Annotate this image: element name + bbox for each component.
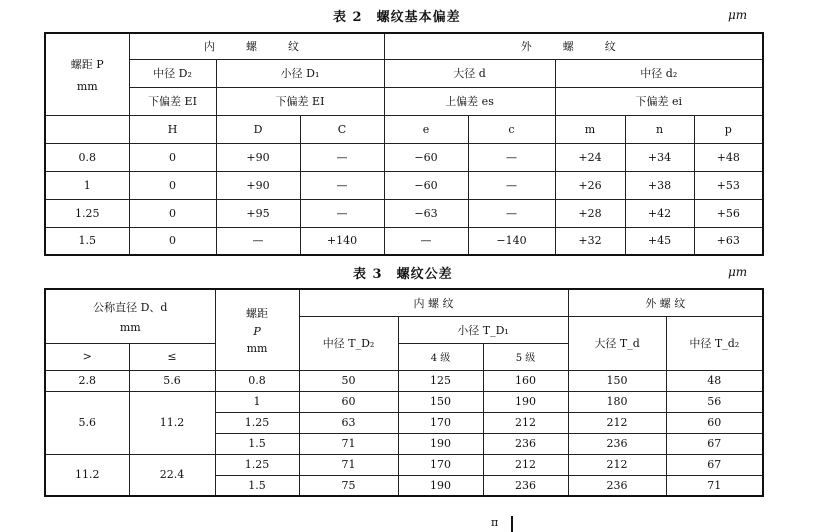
grade-4-header: 4 级 [398,343,483,370]
value-cell: +140 [300,227,384,255]
value-cell: 212 [568,454,666,475]
value-cell: — [468,171,555,199]
value-cell: 71 [666,475,763,496]
table-row [45,370,763,391]
major-dia-header: 大径 T_d [568,316,666,370]
letter-cell: C [300,115,384,143]
pitch-cell: 1 [45,171,129,199]
pitch-symbol: P [253,324,261,338]
minor-dia-header: 小径 T_D₁ [398,316,568,343]
letter-cell: D [216,115,300,143]
value-cell: — [468,143,555,171]
value-cell: 212 [483,454,568,475]
value-cell: 60 [299,391,398,412]
value-cell: 180 [568,391,666,412]
pitch-cell: 0.8 [45,143,129,171]
letter-cell: m [555,115,625,143]
value-cell: +45 [625,227,694,255]
pitch-cell: 1.25 [45,199,129,227]
page-footer-mark [491,516,517,532]
value-cell: — [300,199,384,227]
deviation-ei-external-pitch: 下偏差 ei [555,87,763,115]
letter-blank [45,115,129,143]
pitch-unit: mm [246,341,268,355]
nominal-diameter-label: 公称直径 D、d [93,300,168,314]
table-row [45,454,763,475]
value-cell: 63 [299,412,398,433]
value-cell: 0 [129,199,216,227]
value-cell: 60 [666,412,763,433]
value-cell: +90 [216,171,300,199]
nominal-diameter-unit: mm [119,320,141,334]
letter-cell: p [694,115,763,143]
value-cell: 190 [483,391,568,412]
value-cell: 170 [398,454,483,475]
value-cell: +26 [555,171,625,199]
table-row [45,171,763,199]
value-cell: +34 [625,143,694,171]
value-cell: — [216,227,300,255]
deviation-ei-internal-pitch: 下偏差 EI [129,87,216,115]
value-cell: 125 [398,370,483,391]
value-cell: +28 [555,199,625,227]
value-cell: +42 [625,199,694,227]
value-cell: 236 [568,475,666,496]
value-cell: 170 [398,412,483,433]
table3-unit: μm [728,265,748,279]
value-cell: — [300,171,384,199]
value-cell: 0 [129,171,216,199]
value-cell: — [384,227,468,255]
table-row [45,143,763,171]
pitch-header [215,289,299,370]
value-cell: 71 [299,454,398,475]
pitch-label: 螺距 [246,306,269,320]
table2-basic-deviation [44,32,764,256]
pitch-cell: 1.25 [215,454,299,475]
pitch-cell: 1.5 [215,433,299,454]
nominal-diameter-header [45,289,215,343]
value-cell: +56 [694,199,763,227]
value-cell: +24 [555,143,625,171]
pitch-cell: 1.5 [215,475,299,496]
col-group-pitch-dia-external: 中径 d₂ [555,59,763,87]
pitch-cell: 1.25 [215,412,299,433]
table-row [45,199,763,227]
pitch-header [45,33,129,115]
table3-tolerance [44,288,764,497]
table-row [45,391,763,412]
pitch-dia-external-header: 中径 T_d₂ [666,316,763,370]
letter-cell: c [468,115,555,143]
value-cell: 190 [398,475,483,496]
value-cell: 67 [666,454,763,475]
col-group-minor-dia: 小径 D₁ [216,59,384,87]
pitch-cell: 1.5 [45,227,129,255]
table2-caption: 表 2 螺纹基本偏差 [333,10,461,25]
value-cell: 56 [666,391,763,412]
value-cell: 48 [666,370,763,391]
table3-caption: 表 3 螺纹公差 [353,267,453,282]
pitch-unit: mm [76,79,98,93]
pitch-cell: 0.8 [215,370,299,391]
pitch-dia-internal-header: 中径 T_D₂ [299,316,398,370]
deviation-ei-minor: 下偏差 EI [216,87,384,115]
value-cell: 190 [398,433,483,454]
value-cell: +95 [216,199,300,227]
grade-5-header: 5 级 [483,343,568,370]
value-cell: +32 [555,227,625,255]
diameter-le-cell: 11.2 [129,391,215,454]
value-cell: 160 [483,370,568,391]
value-cell: 0 [129,227,216,255]
value-cell: 212 [483,412,568,433]
value-cell: 67 [666,433,763,454]
footer-bar-icon [511,516,513,532]
value-cell: 71 [299,433,398,454]
value-cell: 50 [299,370,398,391]
diameter-gt-cell: 2.8 [45,370,129,391]
value-cell: +48 [694,143,763,171]
pitch-label: 螺距 P [70,57,104,71]
less-equal-header: ≤ [129,343,215,370]
col-group-major-dia: 大径 d [384,59,555,87]
diameter-le-cell: 5.6 [129,370,215,391]
value-cell: +90 [216,143,300,171]
value-cell: 0 [129,143,216,171]
value-cell: +53 [694,171,763,199]
col-group-pitch-dia-internal: 中径 D₂ [129,59,216,87]
value-cell: −60 [384,143,468,171]
letter-cell: n [625,115,694,143]
value-cell: 150 [568,370,666,391]
value-cell: 75 [299,475,398,496]
value-cell: 236 [483,475,568,496]
value-cell: −63 [384,199,468,227]
value-cell: 150 [398,391,483,412]
value-cell: 236 [483,433,568,454]
value-cell: 236 [568,433,666,454]
external-thread-header: 外 螺 纹 [384,33,763,59]
value-cell: −140 [468,227,555,255]
letter-cell: H [129,115,216,143]
value-cell: +63 [694,227,763,255]
value-cell: −60 [384,171,468,199]
external-thread-header: 外 螺 纹 [568,289,763,316]
internal-thread-header: 内 螺 纹 [129,33,384,59]
diameter-gt-cell: 11.2 [45,454,129,496]
value-cell: — [300,143,384,171]
table2-unit: μm [728,8,748,22]
table-row [45,227,763,255]
value-cell: — [468,199,555,227]
footer-mark-glyph: π [491,516,499,529]
letter-cell: e [384,115,468,143]
pitch-cell: 1 [215,391,299,412]
internal-thread-header: 内 螺 纹 [299,289,568,316]
diameter-gt-cell: 5.6 [45,391,129,454]
value-cell: 212 [568,412,666,433]
greater-than-header: > [45,343,129,370]
deviation-es-major: 上偏差 es [384,87,555,115]
diameter-le-cell: 22.4 [129,454,215,496]
value-cell: +38 [625,171,694,199]
